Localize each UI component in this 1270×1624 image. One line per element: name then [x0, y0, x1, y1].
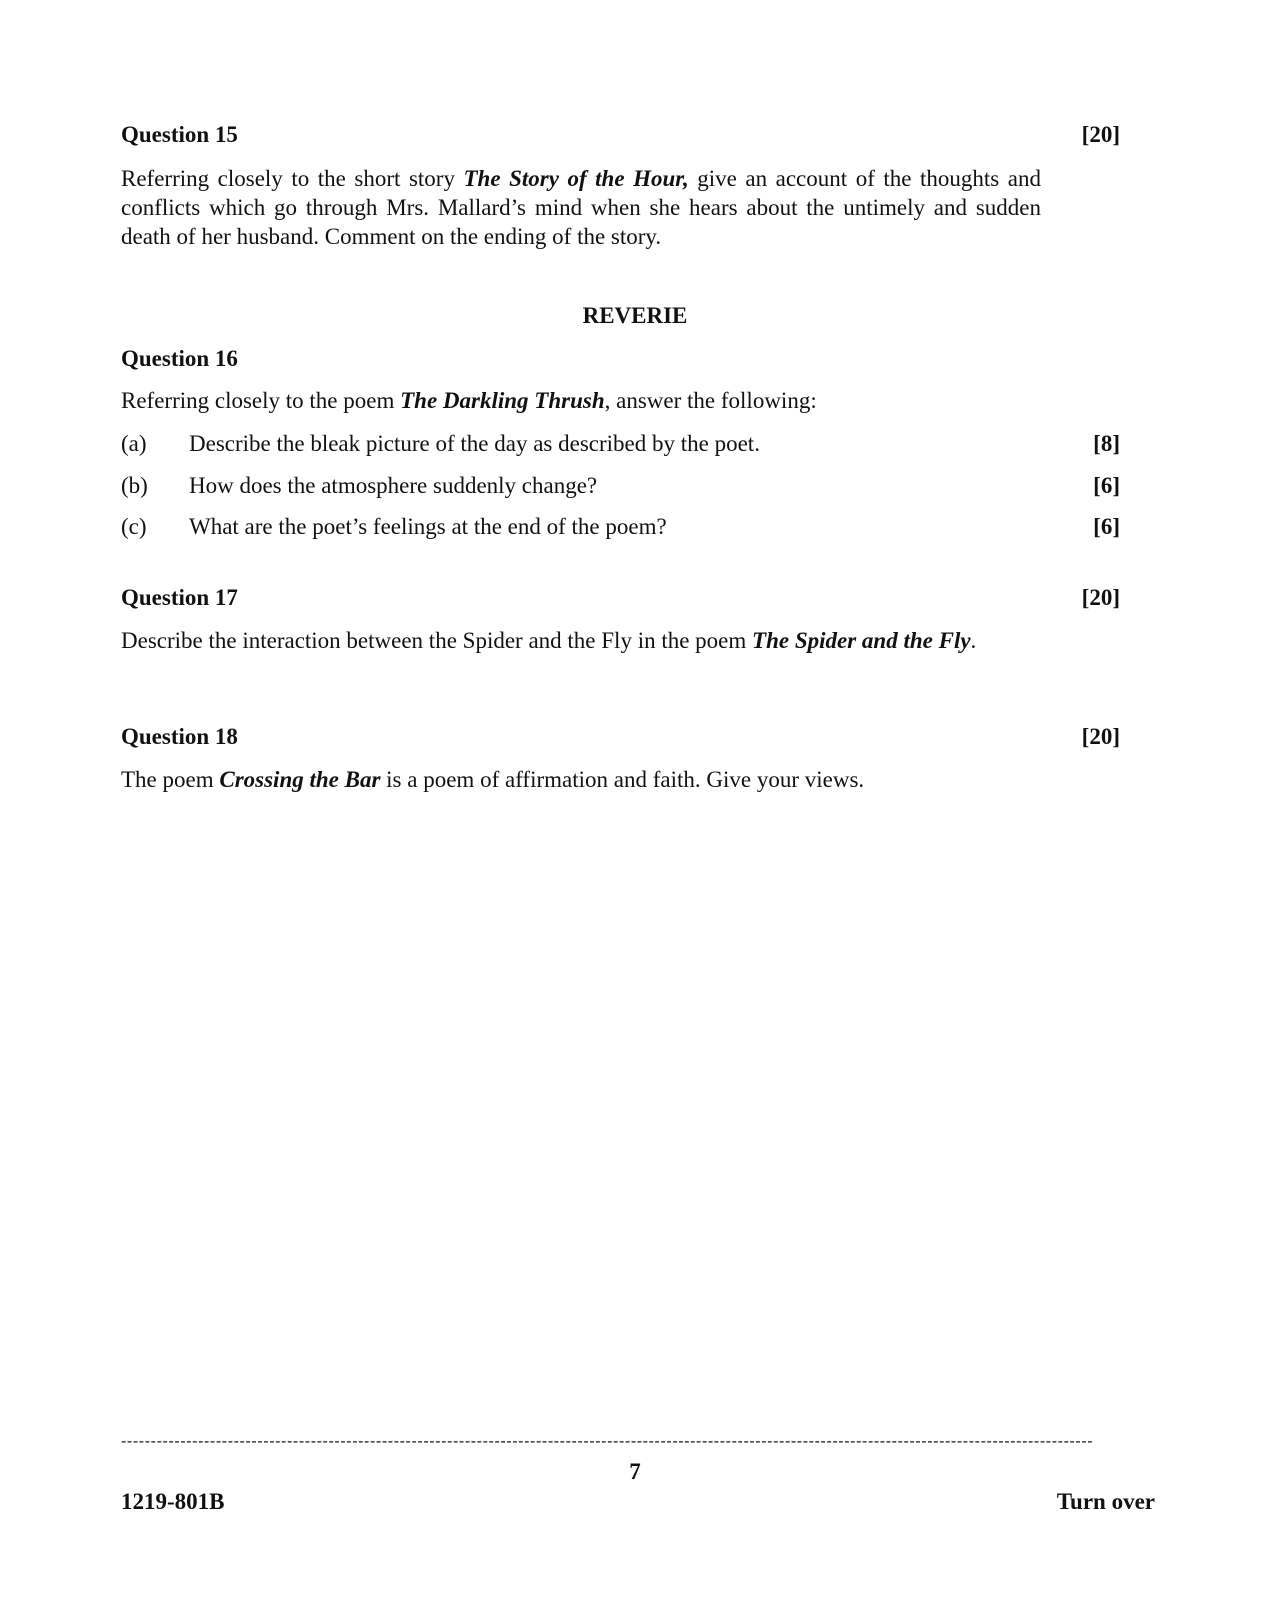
question-16-intro-pre: Referring closely to the poem — [121, 388, 401, 413]
question-18-text-pre: The poem — [121, 767, 220, 792]
question-16-part-a-marks: [8] — [1093, 431, 1120, 456]
question-17-marks: [20] — [1081, 585, 1120, 610]
question-16-part-c-text: What are the poet’s feelings at the end of the poem? — [189, 514, 667, 539]
paper-code: 1219-801B — [121, 1489, 225, 1514]
question-16-part-a-text: Describe the bleak picture of the day as described by the poet. — [189, 431, 760, 456]
question-17-heading: Question 17 — [121, 585, 238, 610]
question-17-poem-title: The Spider and the Fly — [752, 628, 971, 653]
question-16-intro-post: , answer the following: — [604, 388, 817, 413]
question-16-part-b-label: (b) — [121, 473, 148, 498]
question-16-part-b-marks: [6] — [1093, 473, 1120, 498]
question-17-text-post: . — [970, 628, 977, 653]
question-18-marks: [20] — [1081, 724, 1120, 749]
page-number: 7 — [629, 1459, 641, 1484]
question-18-text-post: is a poem of affirmation and faith. Give your views. — [380, 767, 865, 792]
question-16-part-c-label: (c) — [121, 514, 147, 539]
question-18-poem-title: Crossing the Bar — [219, 767, 381, 792]
footer-dashed-rule: -------------------------------------------------------------------------------------------------------------------------------------------------------------------- — [121, 1434, 1094, 1450]
question-15-text-pre: Referring closely to the short story — [121, 166, 464, 191]
question-16-poem-title: The Darkling Thrush — [400, 388, 605, 413]
question-15-text-post: give an account of the thoughts and conflicts which go through Mrs. Mallard’s mind when she hears about the untimely and sudden death of her husband. Comment on the ending of the story. — [121, 166, 1042, 249]
question-15-text — [121, 164, 1041, 251]
question-16-part-b-text: How does the atmosphere suddenly change? — [189, 473, 598, 498]
question-16-part-c-marks: [6] — [1093, 514, 1120, 539]
question-15-heading: Question 15 — [121, 122, 238, 147]
question-18-text — [121, 765, 1041, 794]
question-16-intro — [121, 386, 1041, 415]
question-16-part-a-label: (a) — [121, 431, 147, 456]
question-18-heading: Question 18 — [121, 724, 238, 749]
question-15-marks: [20] — [1081, 122, 1120, 147]
question-17-text — [121, 626, 1041, 655]
question-15-story-title: The Story of the Hour, — [463, 166, 689, 191]
question-16-heading: Question 16 — [121, 346, 238, 371]
section-title: REVERIE — [582, 303, 688, 328]
question-17-text-pre: Describe the interaction between the Spider and the Fly in the poem — [121, 628, 753, 653]
turn-over-label: Turn over — [1056, 1489, 1155, 1514]
